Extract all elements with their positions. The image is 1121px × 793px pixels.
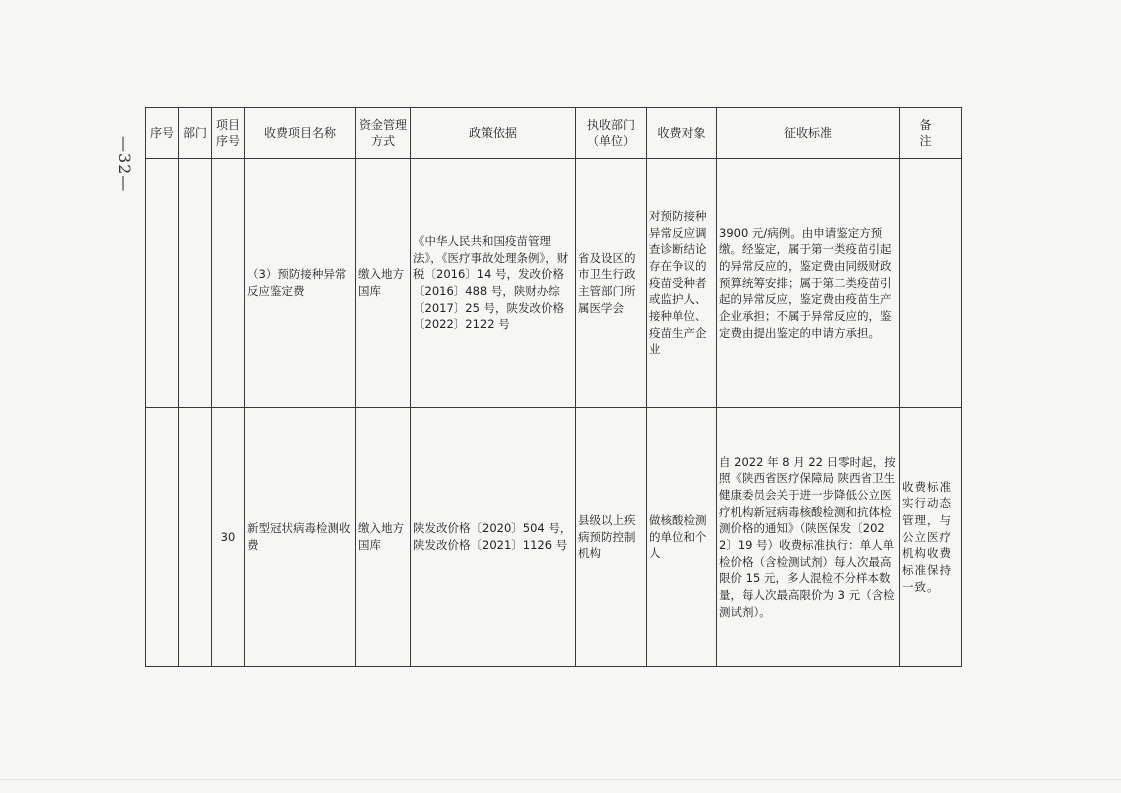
cell-target: 做核酸检测的单位和个人 [647,408,717,667]
cell-seq [146,159,179,408]
header-policy: 政策依据 [411,108,576,159]
cell-remarks: 收费标准实行动态管理，与公立医疗机构收费标准保持一致。 [900,408,962,667]
cell-item-name: 新型冠状病毒检测收费 [245,408,356,667]
header-dept: 部门 [179,108,212,159]
cell-remarks [900,159,962,408]
cell-policy: 《中华人民共和国疫苗管理法》，《医疗事故处理条例》，财税〔2016〕14 号，发改价格〔2016〕488 号，陕财办综〔2017〕25 号，陕发改价格〔2022〕2122 号 [411,159,576,408]
cell-seq [146,408,179,667]
cell-standard: 3900 元/病例。由申请鉴定方预缴。经鉴定，属于第一类疫苗引起的异常反应的，鉴定费由同级财政预算统筹安排；属于第二类疫苗引起的异常反应，鉴定费由疫苗生产企业承担；不属于异常反应的，鉴定费由提出鉴定的申请方承担。 [717,159,900,408]
scan-edge-divider [0,779,1121,780]
header-target: 收费对象 [647,108,717,159]
header-remarks: 备 注 [900,108,962,159]
cell-item-seq: 30 [212,408,245,667]
cell-standard: 自 2022 年 8 月 22 日零时起，按照《陕西省医疗保障局 陕西省卫生健康委员会关于进一步降低公立医疗机构新冠病毒核酸检测和抗体检测价格的通知》（陕医保发〔2022〕19 号）收费标准执行：单人单检价格（含检测试剂）每人次最高限价 15 元，多人混检不分样本数量，每人次最高限价为 3 元（含检测试剂）。 [717,408,900,667]
table-header-row [146,108,962,159]
header-fund-mgmt: 资金管理方式 [356,108,411,159]
cell-fund-mgmt: 缴入地方国库 [356,408,411,667]
cell-dept [179,408,212,667]
header-collector: 执收部门（单位） [576,108,647,159]
table-row [146,159,962,408]
fee-table [145,107,962,667]
page-number: —32— [115,135,134,193]
cell-item-seq [212,159,245,408]
table-row [146,408,962,667]
cell-dept [179,159,212,408]
cell-target: 对预防接种异常反应调查诊断结论存在争议的疫苗受种者或监护人、接种单位、疫苗生产企业 [647,159,717,408]
header-standard: 征收标准 [717,108,900,159]
header-item-name: 收费项目名称 [245,108,356,159]
header-seq: 序号 [146,108,179,159]
cell-collector: 省及设区的市卫生行政主管部门所属医学会 [576,159,647,408]
header-item-seq: 项目序号 [212,108,245,159]
cell-fund-mgmt: 缴入地方国库 [356,159,411,408]
cell-collector: 县级以上疾病预防控制机构 [576,408,647,667]
cell-policy: 陕发改价格〔2020〕504 号，陕发改价格〔2021〕1126 号 [411,408,576,667]
cell-item-name: （3）预防接种异常反应鉴定费 [245,159,356,408]
